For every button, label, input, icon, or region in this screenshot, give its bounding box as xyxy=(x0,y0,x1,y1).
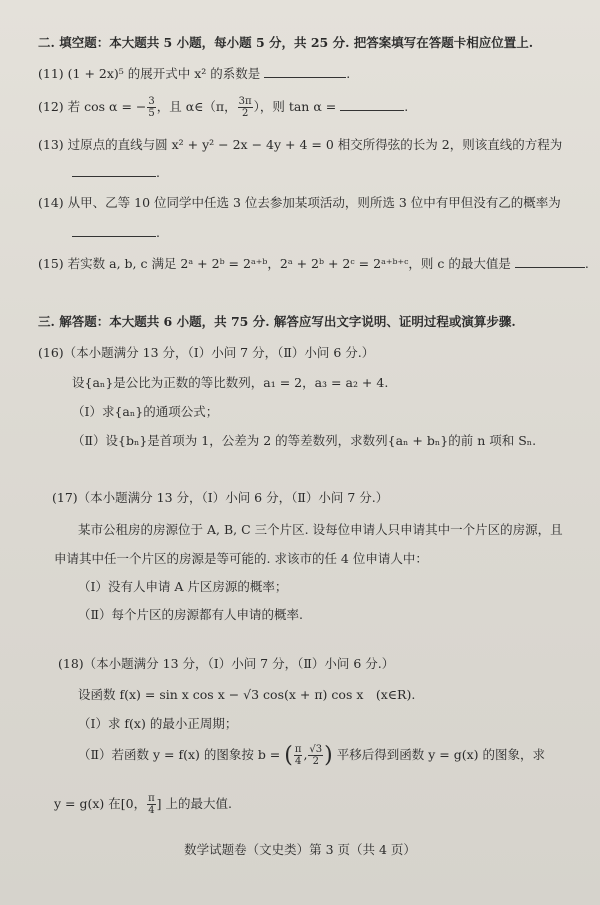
question-number: (13) xyxy=(38,137,64,152)
denominator: 4 xyxy=(148,805,155,816)
question-text: 过原点的直线与圆 x² + y² − 2x − 4y + 4 = 0 相交所得弦的长为 2，则该直线的方程为 xyxy=(67,137,563,152)
question-number: (11) xyxy=(38,66,64,81)
fraction xyxy=(147,793,156,816)
question-text-part: ），则 tan α = xyxy=(253,99,337,114)
question-text-part: 若 cos α = − xyxy=(67,99,147,114)
question-17-part-2: （Ⅱ）每个片区的房源都有人申请的概率. xyxy=(78,607,303,622)
answer-blank xyxy=(72,164,156,177)
vector-open-paren: ( xyxy=(284,742,293,768)
denominator: 5 xyxy=(148,108,155,119)
answer-blank xyxy=(264,65,346,78)
question-13-blank-line: . xyxy=(72,164,160,180)
numerator: 3π xyxy=(238,96,252,107)
question-text-part: 平移后得到函数 y = g(x) 的图象，求 xyxy=(336,747,545,762)
question-number: (12) xyxy=(38,99,64,114)
numerator: π xyxy=(148,793,155,804)
question-18-part-2: （Ⅱ）若函数 y = f(x) 的图象按 b = ( $\frac{\pi}{4}$ , $\frac{√3}{2}$ ) 平移后得到函数 y = g(x) 的图象，求 xyxy=(78,742,545,768)
question-16-line-1: 设{aₙ}是公比为正数的等比数列，a₁ = 2，a₃ = a₂ + 4. xyxy=(72,375,389,390)
numerator: π xyxy=(294,744,302,755)
question-17-line-1: 某市公租房的房源位于 A, B, C 三个片区. 设每位申请人只申请其中一个片区的房源，且 xyxy=(78,522,563,537)
question-18-part-1: （Ⅰ）求 f(x) 的最小正周期； xyxy=(78,716,238,731)
question-14 xyxy=(38,193,561,211)
denominator: 2 xyxy=(241,108,249,119)
question-12: (12) 若 cos α = − $\frac{3}{5}$ ，且 α∈（π， $\frac{3\pi}{2}$ ），则 tan α = . xyxy=(38,96,409,119)
answer-blank xyxy=(515,255,585,268)
denominator: 4 xyxy=(294,756,302,767)
question-18-function-definition: 设函数 f(x) = sin x cos x − √3 cos(x + π) cos x (x∈R). xyxy=(78,687,416,702)
question-text-part: ，且 α∈（π， xyxy=(156,99,237,114)
question-text-part: ] 上的最大值. xyxy=(156,796,232,811)
question-16-part-1: （Ⅰ）求{aₙ}的通项公式； xyxy=(72,404,219,419)
fraction xyxy=(294,744,303,767)
question-17-line-2: 申请其中任一个片区的房源是等可能的. 求该市的任 4 位申请人中： xyxy=(54,551,428,566)
answer-blank xyxy=(340,98,404,111)
fraction xyxy=(308,744,323,767)
fill-in-section-header: 二. 填空题：本大题共 5 小题，每小题 5 分，共 25 分. 把答案填写在答题卡相应位置上. xyxy=(38,35,534,50)
question-17-part-1: （Ⅰ）没有人申请 A 片区房源的概率； xyxy=(78,579,288,594)
fraction xyxy=(147,96,155,119)
question-16-part-2: （Ⅱ）设{bₙ}是首项为 1，公差为 2 的等差数列，求数列{aₙ + bₙ}的前 n 项和 Sₙ. xyxy=(72,433,537,448)
answer-blank xyxy=(72,224,156,237)
question-number: (15) xyxy=(38,256,64,271)
fraction xyxy=(238,96,253,119)
question-11: (11) (1 + 2x)⁵ 的展开式中 x² 的系数是 . xyxy=(38,66,351,81)
question-15: (15) 若实数 a, b, c 满足 2ᵃ + 2ᵇ = 2ᵃ⁺ᵇ，2ᵃ + 2ᵇ + 2ᶜ = 2ᵃ⁺ᵇ⁺ᶜ，则 c 的最大值是 . xyxy=(38,256,589,271)
question-18-part-2-continued xyxy=(54,793,232,816)
question-number: (14) xyxy=(38,195,64,210)
question-text-part: y = g(x) 在[0， xyxy=(54,796,147,811)
question-17-header: (17)（本小题满分 13 分，（Ⅰ）小问 6 分，（Ⅱ）小问 7 分.） xyxy=(52,490,389,505)
denominator: 2 xyxy=(312,756,319,767)
page-footer: 数学试题卷（文史类）第 3 页（共 4 页） xyxy=(184,842,416,857)
solution-section-header: 三. 解答题：本大题共 6 小题，共 75 分. 解答应写出文字说明、证明过程或演算步骤. xyxy=(38,314,516,329)
question-18-header: (18)（本小题满分 13 分，（Ⅰ）小问 7 分，（Ⅱ）小问 6 分.） xyxy=(58,656,395,671)
numerator: √3 xyxy=(309,744,323,755)
question-13 xyxy=(38,135,562,153)
vector-close-paren: ) xyxy=(324,742,333,768)
question-text: 从甲、乙等 10 位同学中任选 3 位去参加某项活动，则所选 3 位中有甲但没有乙的概率为 xyxy=(67,195,561,210)
question-16-header: (16)（本小题满分 13 分，（Ⅰ）小问 7 分，（Ⅱ）小问 6 分.） xyxy=(38,345,375,360)
question-14-blank-line: . xyxy=(72,224,160,240)
question-text: 若实数 a, b, c 满足 2ᵃ + 2ᵇ = 2ᵃ⁺ᵇ，2ᵃ + 2ᵇ + 2ᶜ = 2ᵃ⁺ᵇ⁺ᶜ，则 c 的最大值是 xyxy=(67,256,511,271)
question-text-part: （Ⅱ）若函数 y = f(x) 的图象按 b = xyxy=(78,747,281,762)
question-text: (1 + 2x)⁵ 的展开式中 x² 的系数是 xyxy=(67,66,261,81)
numerator: 3 xyxy=(148,96,155,107)
